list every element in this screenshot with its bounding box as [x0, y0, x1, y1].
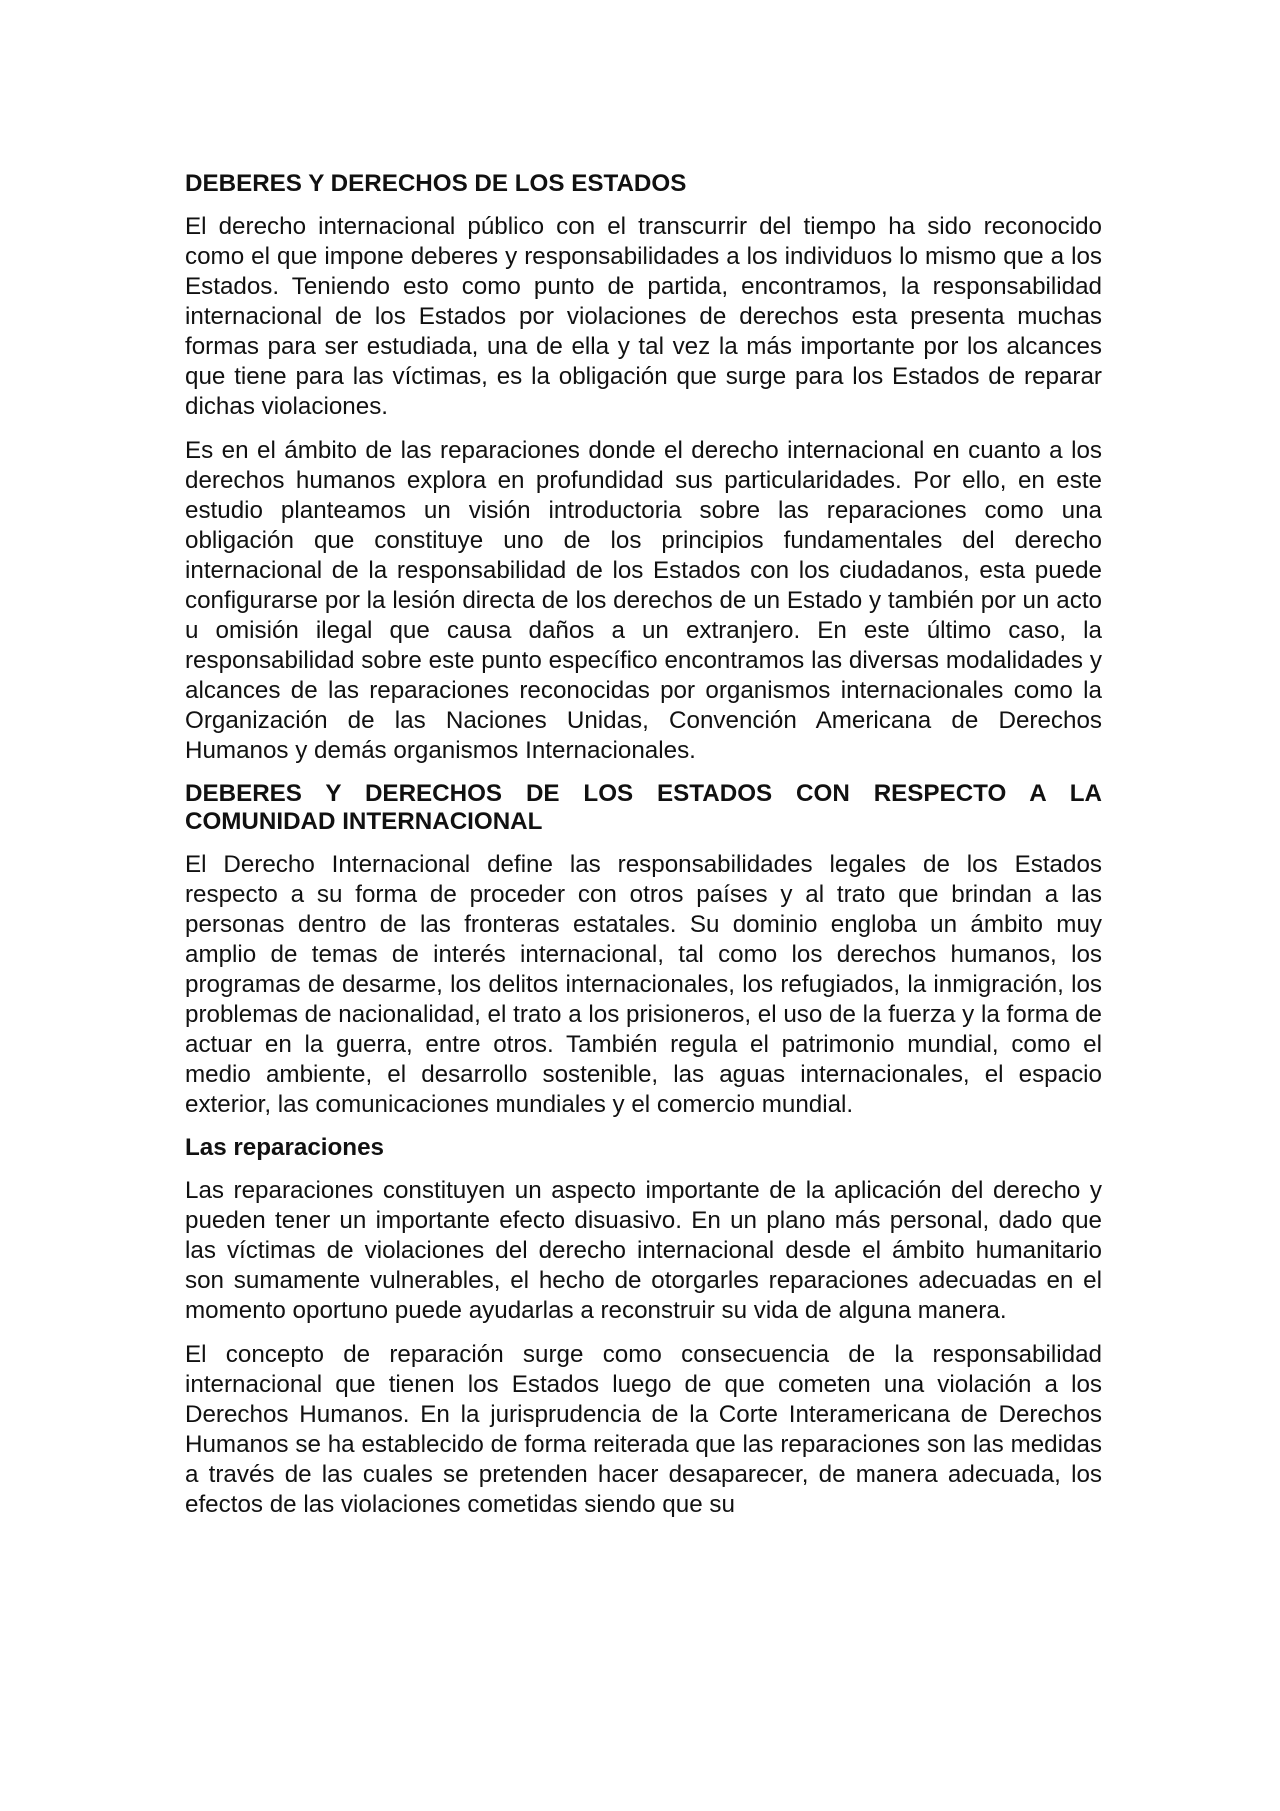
- document-page: [185, 170, 1102, 1534]
- paragraph-ambito-reparaciones: Es en el ámbito de las reparaciones donde el derecho internacional en cuanto a los derechos humanos explora en profundidad sus particularidades. Por ello, en este estudio planteamos un visión introductoria sobre las reparaciones como una obligación que constituye uno de los principios fundamentales del derecho internacional de la responsabilidad de los Estados con los ciudadanos, esta puede configurarse por la lesión directa de los derechos de un Estado y también por un acto u omisión ilegal que causa daños a un extranjero. En este último caso, la responsabilidad sobre este punto específico encontramos las diversas modalidades y alcances de las reparaciones reconocidas por organismos internacionales como la Organización de las Naciones Unidas, Convención Americana de Derechos Humanos y demás organismos Internacionales.: [185, 437, 1102, 764]
- paragraph-derecho-internacional: El derecho internacional público con el transcurrir del tiempo ha sido reconocido como el que impone deberes y responsabilidades a los individuos lo mismo que a los Estados. Teniendo esto como punto de partida, encontramos, la responsabilidad internacional de los Estados por violaciones de derechos esta presenta muchas formas para ser estudiada, una de ella y tal vez la más importante por los alcances que tiene para las víctimas, es la obligación que surge para los Estados de reparar dichas violaciones.: [185, 213, 1102, 420]
- paragraph-reparaciones-aspecto: Las reparaciones constituyen un aspecto importante de la aplicación del derecho y pueden tener un importante efecto disuasivo. En un plano más personal, dado que las víctimas de violaciones del derecho internacional desde el ámbito humanitario son sumamente vulnerables, el hecho de otorgarles reparaciones adecuadas en el momento oportuno puede ayudarlas a reconstruir su vida de alguna manera.: [185, 1177, 1102, 1324]
- section-heading-comunidad-internacional: DEBERES Y DERECHOS DE LOS ESTADOS CON RESPECTO A LA COMUNIDAD INTERNACIONAL: [185, 780, 1102, 835]
- section-heading-reparaciones: Las reparaciones: [185, 1134, 384, 1161]
- paragraph-concepto-reparacion: El concepto de reparación surge como consecuencia de la responsabilidad internacional que tienen los Estados luego de que cometen una violación a los Derechos Humanos. En la jurisprudencia de la Corte Interamericana de Derechos Humanos se ha establecido de forma reiterada que las reparaciones son las medidas a través de las cuales se pretenden hacer desaparecer, de manera adecuada, los efectos de las violaciones cometidas siendo que su: [185, 1341, 1102, 1518]
- paragraph-define-responsabilidades: El Derecho Internacional define las responsabilidades legales de los Estados respecto a su forma de proceder con otros países y al trato que brindan a las personas dentro de las fronteras estatales. Su dominio engloba un ámbito muy amplio de temas de interés internacional, tal como los derechos humanos, los programas de desarme, los delitos internacionales, los refugiados, la inmigración, los problemas de nacionalidad, el trato a los prisioneros, el uso de la fuerza y la forma de actuar en la guerra, entre otros. También regula el patrimonio mundial, como el medio ambiente, el desarrollo sostenible, las aguas internacionales, el espacio exterior, las comunicaciones mundiales y el comercio mundial.: [185, 851, 1102, 1118]
- section-heading-deberes-derechos: DEBERES Y DERECHOS DE LOS ESTADOS: [185, 170, 687, 197]
